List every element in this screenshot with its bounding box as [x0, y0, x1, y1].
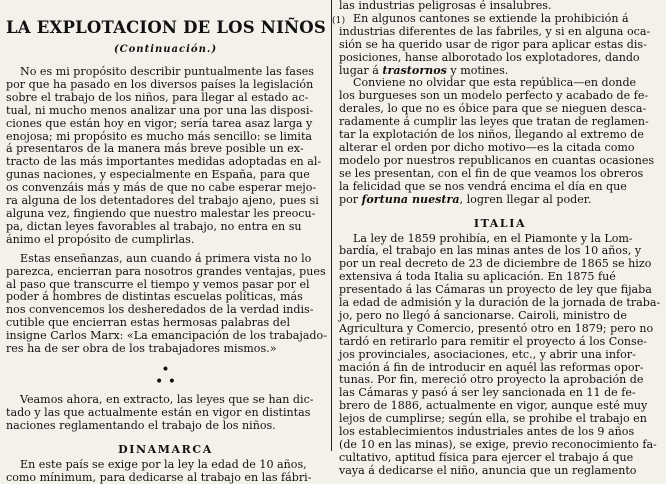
text-line: industrias diferentes de las fabriles, y si en alguna oca-	[339, 24, 651, 38]
text-line: derales, lo que no es óbice para que se nieguen desca-	[339, 102, 647, 116]
article-subtitle: (Continuación.)	[113, 44, 218, 55]
text-line: jos provinciales, asociaciones, etc., y abrir una infor-	[339, 347, 636, 361]
text-line: brero de 1886, actualmente en vigor, aunque esté muy	[339, 399, 648, 413]
text-line: posiciones, hanse alborotado los explotadores, dando	[339, 50, 640, 64]
text-line: la felicidad que se nos vendrá encima el día en que	[339, 179, 627, 193]
text-line: Estas enseñanzas, aun cuando á primera vista no lo	[20, 251, 312, 265]
text-line: modelo por nuestros republicanos en cuantas ocasiones	[339, 153, 655, 167]
text-line: poder á hombres de distintas escuelas políticas, más	[6, 290, 303, 304]
paragraph-extracto	[6, 394, 325, 433]
ornament-divider: • • •	[155, 361, 176, 390]
text-line: por un real decreto de 23 de diciembre de 1865 se hizo	[339, 257, 652, 271]
paragraph-intro	[6, 66, 325, 247]
paragraph-dinamarca	[6, 459, 325, 484]
text-line: tunas. Por fin, mereció otro proyecto la aprobación de	[339, 373, 644, 387]
text-line: la edad de admisión y la duración de la jornada de traba-	[339, 296, 661, 310]
text-line: res ha de ser obra de los trabajadores mismos.»	[6, 342, 277, 356]
text-line: (de 10 en las minas), se exige, previo reconocimiento fa-	[339, 438, 657, 451]
text-line: tardó en retirarlo para remitir el proyecto á los Conse-	[339, 334, 648, 348]
text-line: alterar el orden por dicho motivo—es la citada como	[339, 140, 635, 154]
paragraph-italia	[339, 233, 661, 478]
text-line: sión se ha querido usar de rigor para aplicar estas dis-	[339, 37, 647, 51]
text-line: las Cámaras y pasó á ser ley sancionada en 11 de fe-	[339, 386, 636, 400]
column-rule	[331, 0, 332, 451]
text-line: bardía, el trabajo en las minas antes de los 10 años, y	[339, 244, 642, 258]
text-line: En algunos cantones se extiende la prohibición á	[353, 11, 629, 25]
text-line: No es mi propósito describir puntualmente las fases	[20, 65, 314, 78]
text-line: lejos de cumplirse; según ella, se prohibe el trabajo en	[339, 412, 647, 426]
paragraph-republica	[339, 77, 661, 206]
right-column	[339, 0, 661, 477]
text-line: alguna vez, fingiendo que nuestro malestar les preocu-	[6, 206, 316, 220]
footnote-mark: (1)	[331, 16, 346, 26]
text-line: los burgueses son un modelo perfecto y acabado de fe-	[339, 89, 649, 103]
text-line: se les presentan, con el fin de que veamos los obreros	[339, 166, 644, 180]
text-line: La ley de 1859 prohibía, en el Piamonte y la Lom-	[353, 231, 633, 245]
text-line: extensiva á toda Italia su aplicación. En 1875 fué	[339, 270, 616, 284]
text-line: ra alguna de los detentadores del trabajo ajeno, pues si	[6, 194, 319, 208]
text-line: enojosa; mi propósito es mucho más sencillo: se limita	[6, 129, 313, 143]
text-line: nos convencemos los desheredados de la verdad indis-	[6, 303, 314, 317]
text-line: al paso que transcurre el tiempo y vemos pasar por el	[6, 277, 310, 291]
text-line: Conviene no olvidar que esta república—en donde	[353, 76, 637, 90]
text-line: las industrias peligrosas é insalubres.	[339, 0, 552, 12]
text-line: radamente á cumplir las leyes que tratan de reglamen-	[339, 115, 649, 129]
article-title	[6, 16, 346, 37]
text-line: tado y las que actualmente están en vigor en distintas	[6, 405, 311, 419]
text-line: por fortuna nuestra, logren llegar al poder.	[339, 192, 592, 206]
paragraph-ensenanzas	[6, 253, 325, 356]
text-line: por que ha pasado en los diversos países la legislación	[6, 77, 314, 91]
text-line: lugar á trastornos y motines.	[339, 63, 509, 77]
text-line: los establecimientos industriales antes de los 9 años	[339, 425, 635, 439]
text-line: tual, ni mucho menos analizar una por una las disposi-	[6, 103, 314, 117]
text-line: parezca, encierran para nosotros grandes ventajas, pues	[6, 264, 326, 278]
text-line: cutible que encierran estas hermosas palabras del	[6, 316, 290, 330]
text-line: como mínimum, para dedicarse al trabajo en las fábri-	[6, 470, 312, 484]
text-line: presentado á las Cámaras un proyecto de ley que fijaba	[339, 283, 652, 297]
text-line: Veamos ahora, en extracto, las leyes que se han dic-	[20, 392, 314, 406]
section-heading-italia: ITALIA	[473, 216, 527, 230]
text-line: vaya á dedicarse el niño, anuncia que un reglamento	[339, 463, 637, 477]
section-heading-dinamarca: DINAMARCA	[118, 442, 213, 456]
text-line: mación á fin de introducir en aquél las reformas opor-	[339, 360, 644, 374]
left-column	[6, 0, 346, 484]
paragraph-cantones	[339, 0, 661, 77]
text-line: sobre el trabajo de los niños, para llegar al estado ac-	[6, 90, 309, 104]
text-line: pa, dictan leyes favorables al trabajo, no entra en su	[6, 219, 302, 233]
text-line: insigne Carlos Marx: «La emancipación de los trabajado-	[6, 329, 327, 343]
text-line: á presentaros de la manera más breve posible un ex-	[6, 142, 304, 156]
text-line: En este país se exige por la ley la edad de 10 años,	[20, 457, 307, 471]
article-title-text: LA EXPLOTACION DE LOS NIÑOS	[6, 18, 326, 37]
text-line: os convenzáis más y más de que no cabe esperar mejo-	[6, 181, 317, 195]
text-line: tracto de las más importantes medidas adoptadas en al-	[6, 155, 322, 169]
text-line: ciones que están hoy en vigor; sería tarea asaz larga y	[6, 116, 313, 130]
text-line: ánimo el propósito de cumplirlas.	[6, 232, 195, 246]
text-line: tar la explotación de los niños, llegando al extremo de	[339, 128, 644, 142]
text-line: gunas naciones, y especialmente en España, para que	[6, 168, 310, 182]
text-line: Agricultura y Comercio, presentó otro en 1879; pero no	[339, 321, 654, 335]
text-line: jo, pero no llegó á sancionarse. Cairoli, ministro de	[339, 308, 627, 322]
text-line: cultativo, aptitud física para ejercer el trabajo á que	[339, 450, 634, 464]
text-line: naciones reglamentando el trabajo de los niños.	[6, 418, 276, 432]
